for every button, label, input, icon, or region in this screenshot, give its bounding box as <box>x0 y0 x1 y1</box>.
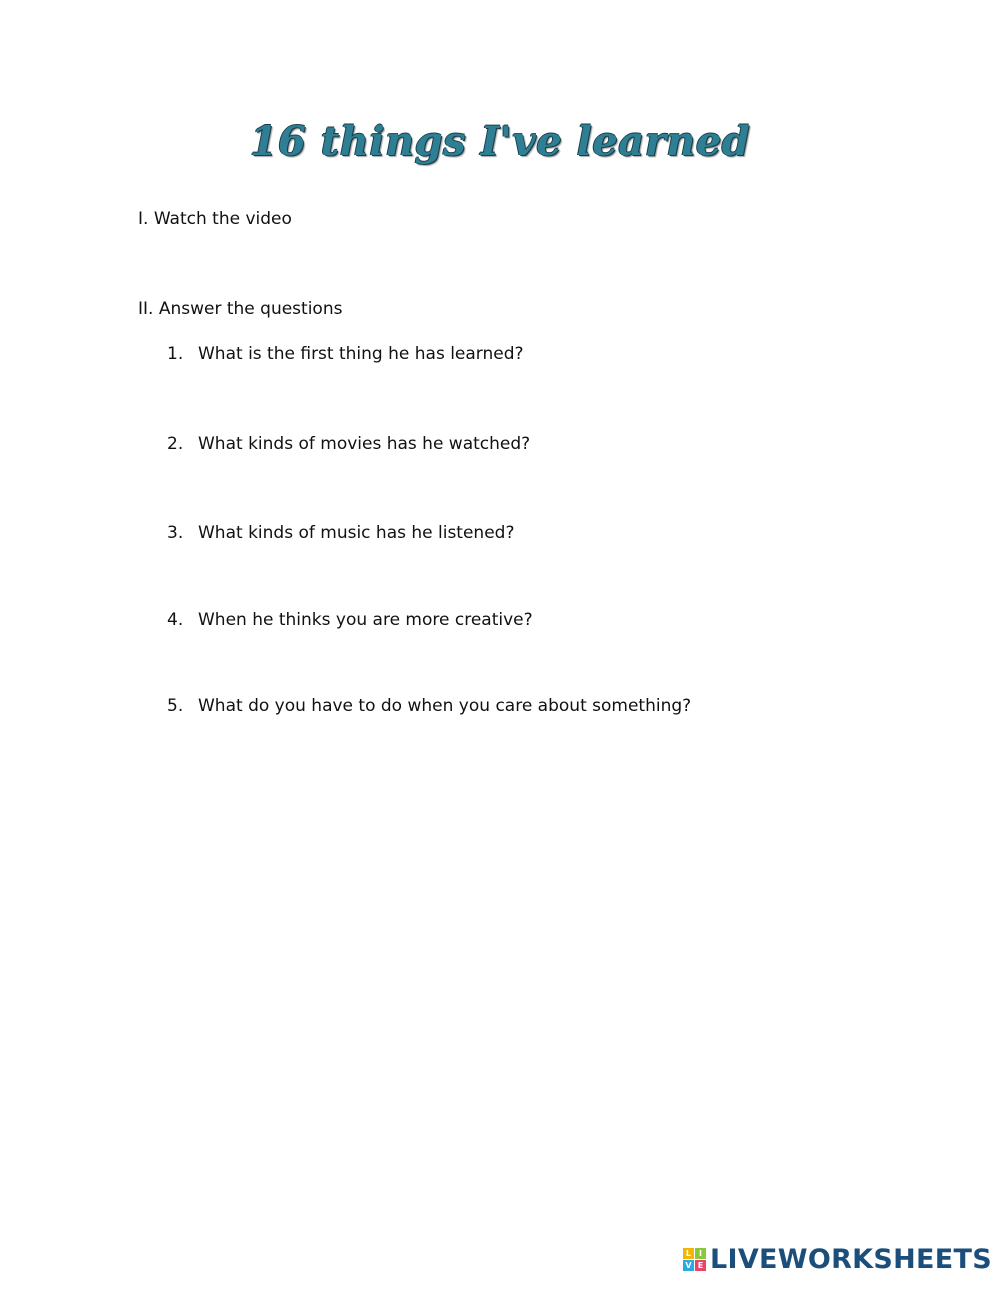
question-text: What kinds of music has he listened? <box>198 523 515 543</box>
question-item <box>167 609 533 631</box>
question-number: 3. <box>167 523 184 543</box>
question-item <box>167 522 514 544</box>
logo-letter-e: E <box>695 1260 706 1271</box>
liveworksheets-brand <box>683 1244 992 1275</box>
question-item <box>167 695 691 717</box>
question-number: 2. <box>167 434 184 454</box>
question-number: 1. <box>167 344 184 364</box>
brand-name: LIVEWORKSHEETS <box>709 1244 992 1275</box>
question-text: What is the first thing he has learned? <box>198 344 524 364</box>
worksheet-title: 16 things I've learned <box>249 118 751 165</box>
question-item <box>167 433 530 455</box>
question-number: 4. <box>167 610 184 630</box>
liveworksheets-logo-icon <box>683 1248 706 1271</box>
logo-letter-l: L <box>683 1248 694 1259</box>
logo-letter-i: I <box>695 1248 706 1259</box>
question-text: What kinds of movies has he watched? <box>198 434 531 454</box>
section-answer-questions: II. Answer the questions <box>138 299 343 319</box>
question-text: When he thinks you are more creative? <box>198 610 533 630</box>
question-item <box>167 343 524 365</box>
logo-letter-v: V <box>683 1260 694 1271</box>
question-text: What do you have to do when you care about something? <box>198 696 692 716</box>
section-watch-video: I. Watch the video <box>138 209 292 229</box>
question-number: 5. <box>167 696 184 716</box>
